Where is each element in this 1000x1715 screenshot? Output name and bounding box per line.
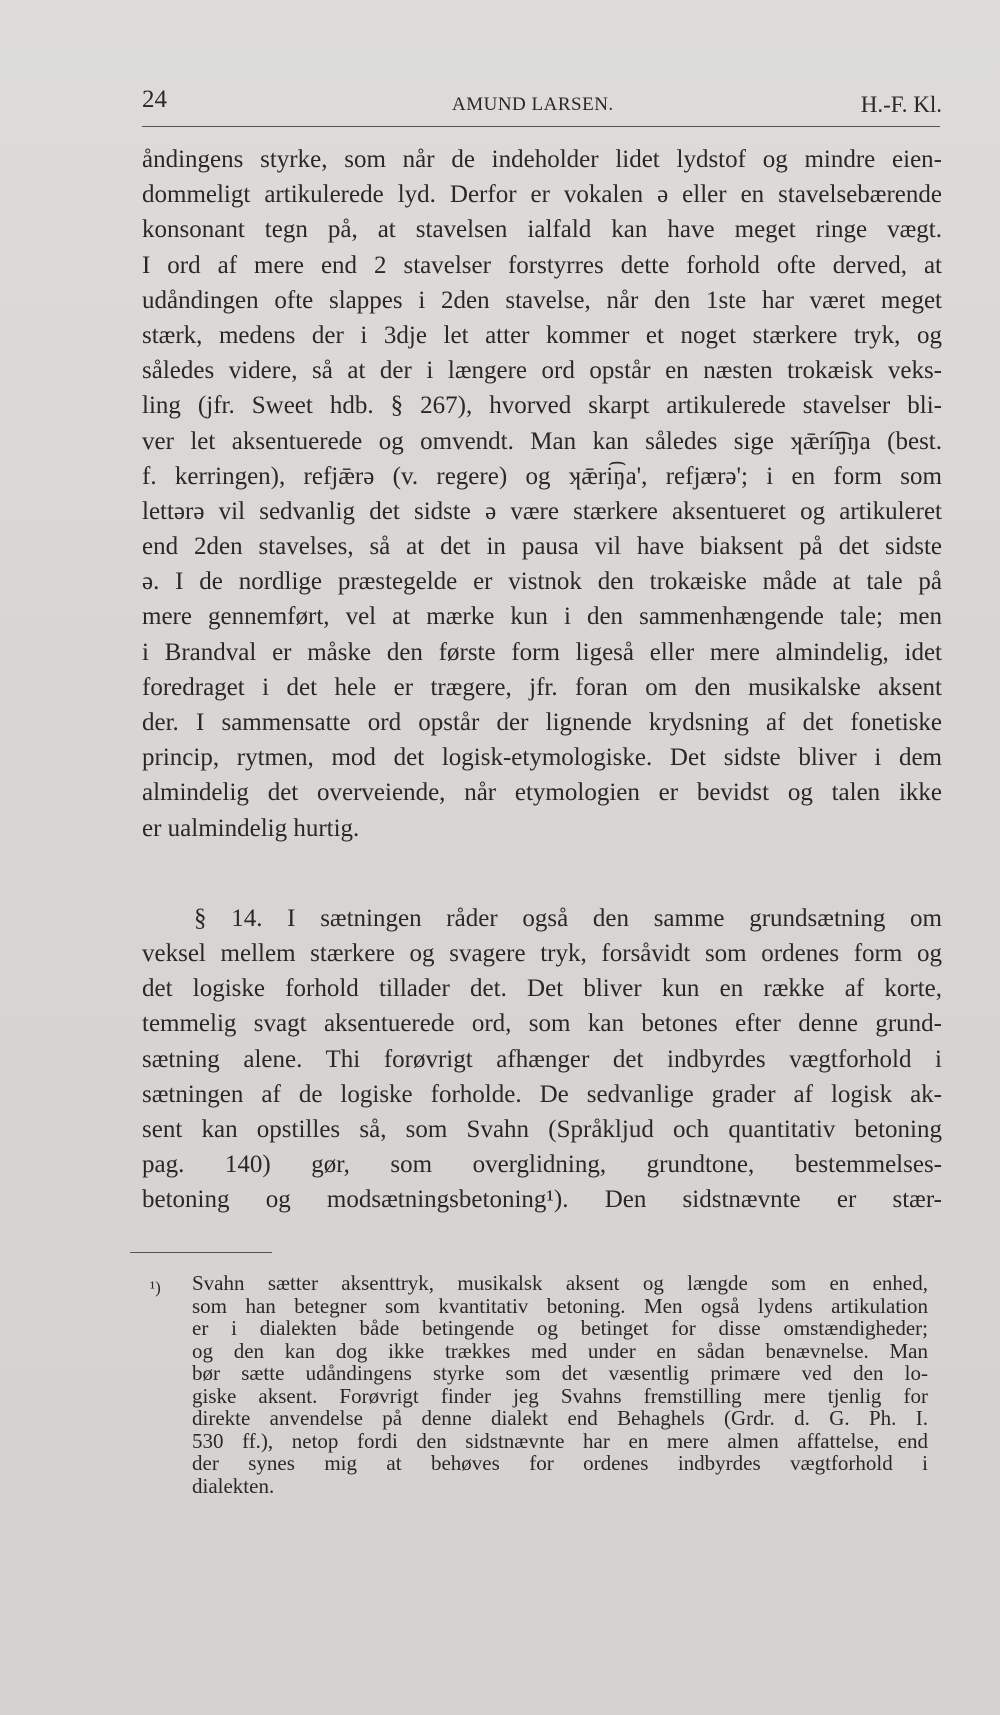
text-line: ver let aksentuerede og omvendt. Man kan således sige ʞǣrí͡ŋŋa (best. [142, 427, 942, 455]
footnote-line: bør sætte udåndingens styrke som det væsentlig primære ved den lo- [192, 1361, 928, 1385]
footnote-line: Svahn sætter aksenttryk, musikalsk aksent og længde som en enhed, [192, 1271, 928, 1295]
text-line: således videre, så at der i længere ord opstår en næsten trokæisk veks- [142, 357, 942, 385]
text-line: lettərə vil sedvanlig det sidste ə være stærkere aksentueret og artikuleret [142, 497, 942, 525]
text-line: det logiske forhold tillader det. Det bliver kun en række af korte, [142, 975, 942, 1003]
text-line: veksel mellem stærkere og svagere tryk, forsåvidt som ordenes form og [142, 939, 942, 967]
running-title: AMUND LARSEN. [452, 94, 614, 115]
footnote-line: giske aksent. Forøvrigt finder jeg Svahns fremstilling mere tjenlig for [192, 1383, 928, 1408]
text-line: foredraget i det hele er trægere, jfr. foran om den musikalske aksent [142, 673, 942, 701]
main-text [142, 142, 942, 1217]
paragraph-gap [142, 846, 942, 901]
footnote-marker: ¹) [150, 1278, 161, 1297]
text-line: mere gennemført, vel at mærke kun i den sammenhængende tale; men [142, 603, 942, 631]
text-line: sent kan opstilles så, som Svahn (Språkljud och quantitativ betoning [142, 1115, 942, 1143]
text-line: ə. I de nordlige præstegelde er vistnok den trokæiske måde at tale på [142, 568, 942, 596]
text-line: pag. 140) gør, som overglidning, grundtone, bestemmelses- [142, 1151, 942, 1179]
text-line: er ualmindelig hurtig. [142, 814, 360, 842]
text-line: der. I sammensatte ord opstår der lignende krydsning af det fonetiske [142, 709, 942, 736]
footnote-rule [130, 1252, 272, 1253]
page-number: 24 [142, 86, 167, 113]
header-rule [142, 126, 940, 127]
text-line: princip, rytmen, mod det logisk-etymologiske. Det sidste bliver i dem [142, 744, 942, 772]
paragraph-2 [142, 901, 942, 1218]
footnote-line: direkte anvendelse på denne dialekt end Behaghels (Grdr. d. G. Ph. I. [192, 1406, 928, 1430]
section-mark: H.-F. Kl. [860, 92, 942, 117]
footnote-line: som han betegner som kvantitativ betoning. Men også lydens artikulation [192, 1293, 928, 1318]
text-line: stærk, medens der i 3dje let atter kommer et noget stærkere tryk, og [142, 321, 942, 349]
text-line: sætning alene. Thi forøvrigt afhænger det indbyrdes vægtforhold i [142, 1045, 942, 1073]
text-line: temmelig svagt aksentuerede ord, som kan betones efter denne grund- [142, 1010, 942, 1038]
footnote-line: er i dialekten både betingende og betinget for disse omstændigheder; [192, 1316, 928, 1340]
page-header [142, 82, 942, 122]
footnote-line: og den kan dog ikke trækkes med under en sådan benævnelse. Man [192, 1338, 928, 1363]
text-line: end 2den stavelses, så at det in pausa vil have biaksent på det sidste [142, 533, 942, 561]
text-line: § 14. I sætningen råder også den samme grundsætning om [194, 904, 942, 932]
text-line: ling (jfr. Sweet hdb. § 267), hvorved skarpt artikulerede stavelser bli- [142, 392, 942, 420]
text-line: f. kerringen), refjǣrə (v. regere) og ʞǣri͡ŋa', refjærə'; i en form som [142, 462, 942, 490]
text-line: åndingens styrke, som når de indeholder lidet lydstof og mindre eien- [142, 146, 942, 173]
text-line: konsonant tegn på, at stavelsen ialfald kan have meget ringe vægt. [142, 216, 942, 244]
footnote-line: dialekten. [192, 1473, 275, 1498]
text-line: sætningen af de logiske forholde. De sedvanlige grader af logisk ak- [142, 1080, 942, 1108]
footnote-line: 530 ff.), netop fordi den sidstnævnte har en mere almen affattelse, end [192, 1428, 928, 1453]
footnote-line: der synes mig at behøves for ordenes indbyrdes vægtforhold i [192, 1451, 928, 1475]
text-line: udåndingen ofte slappes i 2den stavelse, når den 1ste har været meget [142, 286, 942, 314]
text-line: i Brandval er måske den første form ligeså eller mere almindelig, idet [142, 638, 942, 666]
text-line: I ord af mere end 2 stavelser forstyrres dette forhold ofte derved, at [142, 251, 942, 279]
text-line: dommeligt artikulerede lyd. Derfor er vokalen ə eller en stavelsebærende [142, 181, 942, 209]
footnote [192, 1272, 928, 1497]
text-line: almindelig det overveiende, når etymologien er bevidst og talen ikke [142, 779, 942, 807]
text-line: betoning og modsætningsbetoning¹). Den sidstnævnte er stær- [142, 1186, 942, 1214]
paragraph-1 [142, 142, 942, 846]
